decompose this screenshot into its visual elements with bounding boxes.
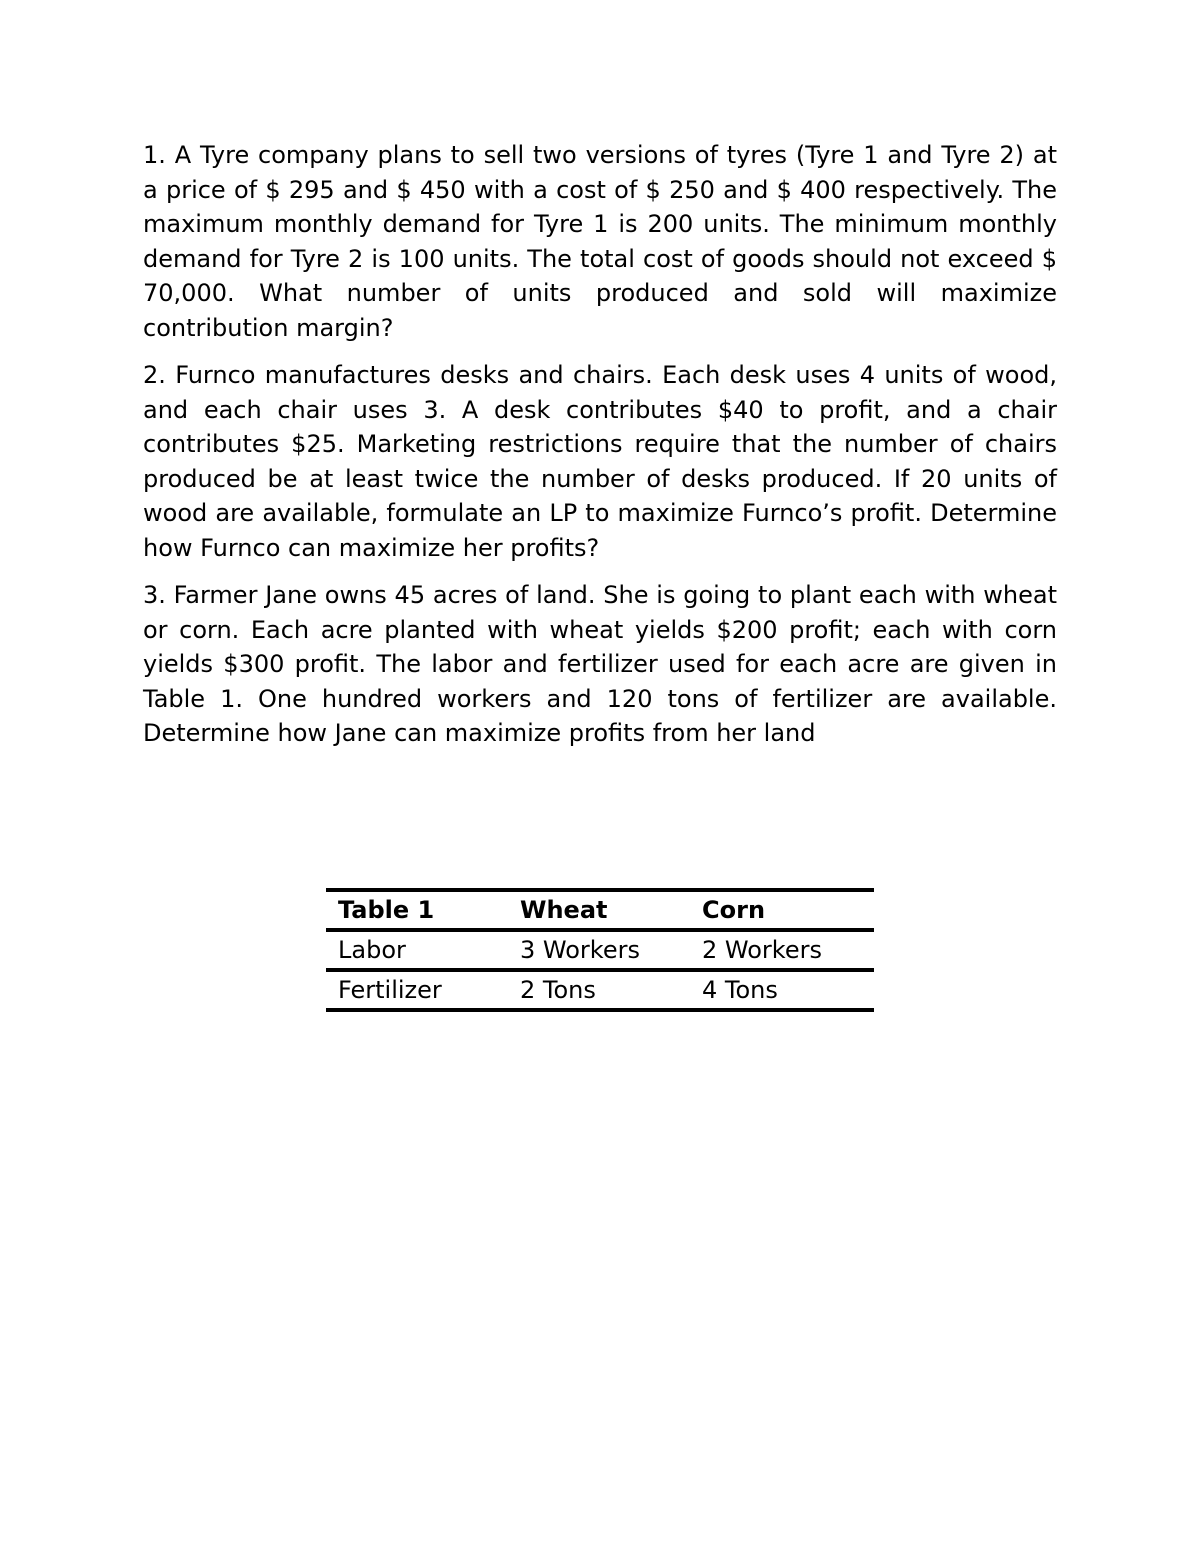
table-cell: Labor [338, 936, 406, 964]
resource-table [326, 888, 874, 1012]
table-cell: 2 Tons [520, 976, 596, 1004]
question-2: 2. Furnco manufactures desks and chairs. Each desk uses 4 units of wood, and each chair uses 3. A desk contributes $40 to profit, and a chair contributes $25. Marketing restrictions require that the number of chairs produced be at least twice the number of desks produced. If 20 units of wood are available, formulate an LP to maximize Furnco’s profit. Determine how Furnco can maximize her profits? [143, 361, 1057, 562]
question-1: 1. A Tyre company plans to sell two versions of tyres (Tyre 1 and Tyre 2) at a price of $ 295 and $ 450 with a cost of $ 250 and $ 400 respectively. The maximum monthly demand for Tyre 1 is 200 units. The minimum monthly demand for Tyre 2 is 100 units. The total cost of goods should not exceed $ 70,000. What number of units produced and sold will maximize contribution margin? [143, 141, 1057, 342]
table-row [326, 930, 874, 970]
table-header-cell: Wheat [520, 896, 608, 924]
table-cell: 3 Workers [520, 936, 640, 964]
table-cell: 2 Workers [702, 936, 822, 964]
table-header-cell: Table 1 [338, 896, 435, 924]
table-cell: Fertilizer [338, 976, 442, 1004]
table-1 [326, 888, 874, 1012]
table-header-row [326, 890, 874, 930]
question-3: 3. Farmer Jane owns 45 acres of land. She is going to plant each with wheat or corn. Each acre planted with wheat yields $200 profit; each with corn yields $300 profit. The labor and fertilizer used for each acre are given in Table 1. One hundred workers and 120 tons of fertilizer are available. Determine how Jane can maximize profits from her land [143, 581, 1057, 747]
table-header-cell: Corn [702, 896, 766, 924]
document-body [143, 138, 1057, 764]
table-cell: 4 Tons [702, 976, 778, 1004]
table-row [326, 970, 874, 1010]
